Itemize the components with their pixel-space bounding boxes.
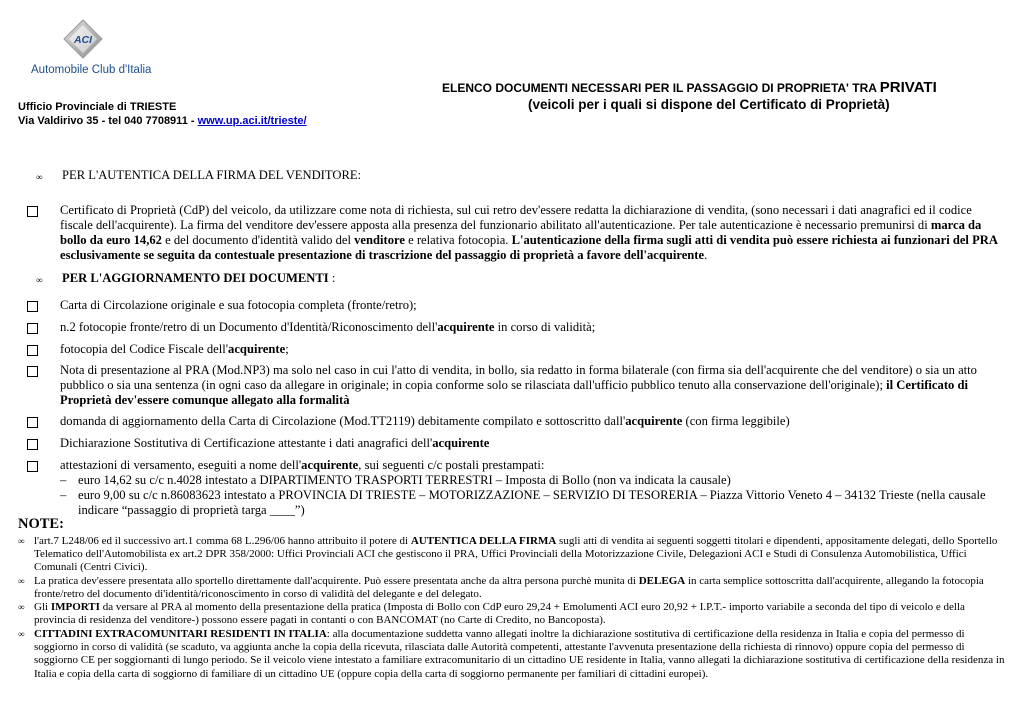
checkbox-icon [27, 439, 38, 450]
checkbox-icon [27, 417, 38, 428]
bullet-icon: ∞ [18, 602, 25, 612]
svg-text:ACI: ACI [73, 34, 93, 46]
bullet-icon: ∞ [18, 629, 25, 639]
checkbox-icon [27, 345, 38, 356]
note-text: La pratica dev'essere presentata allo sportello direttamente dall'acquirente. Può essere presentata anche da altra persona purchè munita di DELEGA in carta semplice sottoscritta dall'acquirente, allegando la fotocopia fronte/retro del documento di'identità/riconoscimento in corso di validità del delegante e del delegato. [34, 575, 984, 601]
notes-title: NOTE: [18, 516, 64, 532]
note-item [18, 628, 1008, 681]
note-item [18, 535, 1008, 575]
dash-icon: – [60, 488, 67, 502]
item-text: Dichiarazione Sostitutiva di Certificazione attestante i dati anagrafici dell'acquirente [60, 436, 490, 450]
item-text: n.2 fotocopie fronte/retro di un Documento d'Identità/Riconoscimento dell'acquirente in corso di validità; [60, 320, 596, 334]
dash-icon: – [60, 473, 67, 487]
aci-logo-mark [28, 18, 148, 64]
document-title: ELENCO DOCUMENTI NECESSARI PER IL PASSAGGIO DI PROPRIETA' TRA PRIVATI [442, 79, 937, 96]
note-item [18, 575, 1008, 601]
section-heading-documents: PER L'AGGIORNAMENTO DEI DOCUMENTI : [62, 271, 336, 285]
checkbox-icon [27, 366, 38, 377]
note-text: Gli IMPORTI da versare al PRA al momento della presentazione della pratica (Imposta di Bollo con CdP euro 29,24 + Emolumenti ACI euro 20,92 + I.P.T.- importo variabile a seconda del tipo di veicolo e della provincia di residenza del venditore-) possono essere pagati in contanti o con BANCOMAT (no Carte di Credito, no Bancoposta). [34, 601, 965, 627]
checkbox-icon [27, 461, 38, 472]
item-text: fotocopia del Codice Fiscale dell'acquirente; [60, 342, 289, 356]
item-text: domanda di aggiornamento della Carta di Circolazione (Mod.TT2119) debitamente compilato e sottoscritto dall'acquirente (con firma leggibile) [60, 414, 790, 428]
logo-text: Automobile Club d'Italia [31, 64, 152, 76]
office-name: Ufficio Provinciale di TRIESTE [18, 101, 177, 113]
checkbox-icon [27, 206, 38, 217]
document-subtitle: (veicoli per i quali si dispone del Certificato di Proprietà) [528, 97, 890, 112]
office-address: Via Valdirivo 35 - tel 040 7708911 - www.up.aci.it/trieste/ [18, 115, 307, 127]
section-heading-authentication: PER L'AUTENTICA DELLA FIRMA DEL VENDITORE: [62, 168, 362, 182]
note-text: CITTADINI EXTRACOMUNITARI RESIDENTI IN ITALIA: alla documentazione suddetta vanno allegati inoltre la dichiarazione sostitutiva di certificazione della residenza in Italia e copia del permesso di soggiorno in corso di validità (se scaduto, va aggiunta anche la copia della ricevuta, rilasciata dalle Autorità competenti, attestante l'avvenuta presentazione della richiesta di rinnovo) oppure copia del permesso di soggiorno CE per soggiornanti di lungo periodo. Se il veicolo viene intestato a familiare extracomunitario di un cittadino UE residente in Italia, vanno allegati la dichiarazione sostitutiva di certificazione della residenza in Italia e copia della carta di soggiorno di familiare di un cittadino UE (oppure copia della carta di soggiorno permanente per familiari di cittadini europei). [34, 628, 1005, 680]
item-text: attestazioni di versamento, eseguiti a nome dell'acquirente, sui seguenti c/c postali prestampati: [60, 458, 545, 472]
note-text: l'art.7 L248/06 ed il successivo art.1 comma 68 L.296/06 hanno attribuito il potere di AUTENTICA DELLA FIRMA sugli atti di vendita ai seguenti soggetti titolari e dipendenti, appositamente delegati, dello Sportello Telematico dell'Automobilista ex art.2 DPR 358/2000: Uffici Provinciali ACI che gestiscono il PRA, Uffici Provinciali della Motorizzazione Civile, Delegazioni ACI e Studi di Consulenza Automobilistica, Uffici Comunali (Centri Civici). [34, 535, 998, 574]
sub-item [60, 488, 1010, 518]
checkbox-icon [27, 323, 38, 334]
sub-item [60, 473, 1010, 488]
note-item [18, 601, 1008, 627]
checkbox-icon [27, 301, 38, 312]
item-text: Nota di presentazione al PRA (Mod.NP3) ma solo nel caso in cui l'atto di vendita, in bollo, sia redatto in forma bilaterale (con firma sia dell'acquirente che del venditore) o sia un atto pubblico o sia una sentenza (in ogni caso da allegare in originale; in copia conforme solo se rilasciata dall'ufficio pubblico tenuto alla conservazione dell'originale); il Certificato di Proprietà dev'essere comunque allegato alla formalità [60, 363, 977, 407]
bullet-icon: ∞ [36, 275, 43, 285]
item-text: Certificato di Proprietà (CdP) del veicolo, da utilizzare come nota di richiesta, sul cui retro dev'essere redatta la dichiarazione di vendita, (sono necessari i dati anagrafici ed il codice fiscale dell'acquirente). La firma del venditore dev'essere apposta alla presenza del funzionario abilitato all'autenticazione. Per tale autenticazione è necessario premunirsi di marca da bollo da euro 14,62 e del documento d'identità valido del venditore e relativa fotocopia. L'autenticazione della firma sugli atti di vendita può essere richiesta ai funzionari del PRA esclusivamente se seguita da contestuale presentazione di trascrizione del passaggio di proprietà a favore dell'acquirente. [60, 203, 998, 262]
website-link[interactable]: www.up.aci.it/trieste/ [197, 115, 307, 127]
bullet-icon: ∞ [36, 172, 43, 182]
bullet-icon: ∞ [18, 536, 25, 546]
item-text: Carta di Circolazione originale e sua fotocopia completa (fronte/retro); [60, 298, 417, 312]
sub-item-text: euro 14,62 su c/c n.4028 intestato a DIPARTIMENTO TRASPORTI TERRESTRI – Imposta di Bollo (non va indicata la causale) [78, 473, 731, 487]
office-info [18, 100, 307, 128]
bullet-icon: ∞ [18, 576, 25, 586]
sub-item-text: euro 9,00 su c/c n.86083623 intestato a PROVINCIA DI TRIESTE – MOTORIZZAZIONE – SERVIZIO DI TESORERIA – Piazza Vittorio Veneto 4 – 34132 Trieste (nella causale indicare “passaggio di proprietà targa ____”) [78, 488, 986, 517]
